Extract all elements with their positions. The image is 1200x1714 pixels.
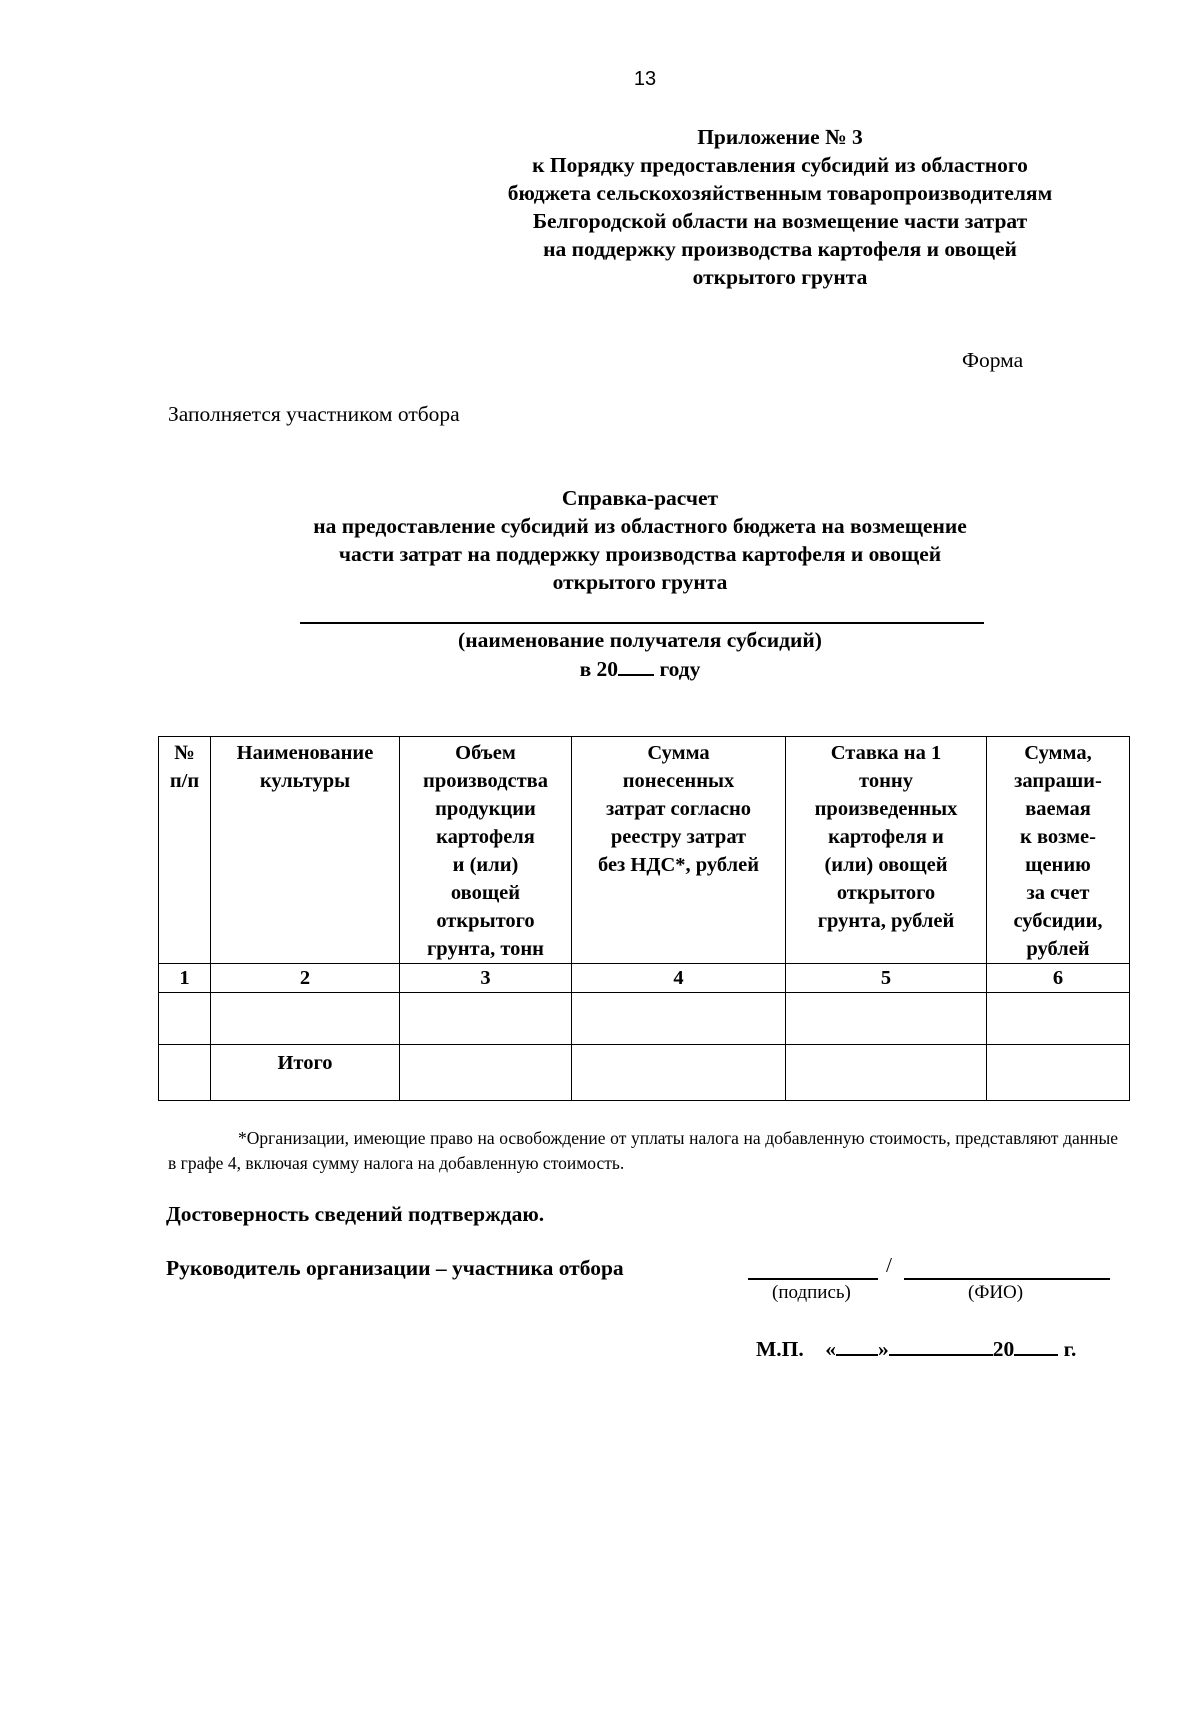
appendix-header	[440, 123, 1120, 291]
year-suffix: году	[659, 657, 701, 681]
title-line: открытого грунта	[552, 570, 728, 594]
table-cell[interactable]	[400, 1045, 572, 1101]
table-cell[interactable]	[572, 993, 786, 1045]
table-cell[interactable]	[211, 993, 400, 1045]
signature-caption: (подпись)	[772, 1282, 851, 1303]
signature-separator: /	[886, 1253, 892, 1277]
day-blank[interactable]	[836, 1334, 878, 1356]
recipient-caption-block	[220, 626, 1060, 683]
table-header-row	[159, 737, 1130, 964]
date-year-prefix: 20	[992, 1337, 1015, 1361]
column-number: 1	[159, 964, 211, 993]
appendix-line: Белгородской области на возмещение части затрат	[532, 209, 1028, 233]
year-blank[interactable]	[618, 654, 654, 676]
header-production-volume: Объем производства продукции картофеля и (или) овощей открытого грунта, тонн	[400, 737, 572, 964]
stamp-label: М.П.	[756, 1337, 804, 1361]
column-numbers-row	[159, 964, 1130, 993]
table-cell[interactable]	[786, 1045, 987, 1101]
appendix-line: бюджета сельскохозяйственным товаропроизводителям	[507, 181, 1053, 205]
appendix-line: Приложение № 3	[697, 125, 863, 149]
header-rate: Ставка на 1 тонну произведенных картофеля и (или) овощей открытого грунта, рублей	[786, 737, 987, 964]
header-crop-name: Наименование культуры	[211, 737, 400, 964]
full-name-line[interactable]	[904, 1278, 1110, 1280]
year-prefix: в 20	[579, 657, 619, 681]
date-close-quote: »	[878, 1337, 889, 1361]
appendix-line: к Порядку предоставления субсидий из областного	[532, 153, 1028, 177]
date-year-suffix: г.	[1063, 1337, 1077, 1361]
column-number: 4	[572, 964, 786, 993]
year-suffix-blank[interactable]	[1014, 1334, 1058, 1356]
table-cell[interactable]	[786, 993, 987, 1045]
title-line: на предоставление субсидий из областного бюджета на возмещение	[313, 514, 967, 538]
total-row	[159, 1045, 1130, 1101]
total-label: Итого	[211, 1045, 400, 1101]
appendix-line: открытого грунта	[692, 265, 868, 289]
form-label: Форма	[962, 348, 1024, 372]
title-line: части затрат на поддержку производства картофеля и овощей	[338, 542, 942, 566]
calculation-table	[158, 736, 1130, 1101]
table-cell[interactable]	[400, 993, 572, 1045]
table-cell	[159, 1045, 211, 1101]
signature-line[interactable]	[748, 1278, 878, 1280]
column-number: 5	[786, 964, 987, 993]
column-number: 6	[987, 964, 1130, 993]
column-number: 2	[211, 964, 400, 993]
appendix-line: на поддержку производства картофеля и овощей	[543, 237, 1017, 261]
table-row	[159, 993, 1130, 1045]
full-name-caption: (ФИО)	[968, 1282, 1024, 1303]
table-cell[interactable]	[159, 993, 211, 1045]
recipient-name-line[interactable]	[300, 622, 984, 624]
document-title	[220, 484, 1060, 596]
recipient-caption: (наименование получателя субсидий)	[458, 628, 822, 652]
table-cell[interactable]	[987, 1045, 1130, 1101]
header-number: № п/п	[159, 737, 211, 964]
year-line	[220, 654, 1060, 683]
date-open-quote: «	[825, 1337, 837, 1361]
filled-by-note: Заполняется участником отбора	[168, 402, 460, 426]
title-heading: Справка-расчет	[561, 486, 719, 510]
confirmation-text: Достоверность сведений подтверждаю.	[166, 1202, 545, 1226]
table-cell[interactable]	[572, 1045, 786, 1101]
month-blank[interactable]	[889, 1334, 993, 1356]
head-of-organization-label: Руководитель организации – участника отбора	[166, 1256, 624, 1280]
stamp-and-date	[756, 1334, 1076, 1362]
header-requested-sum: Сумма, запраши- ваемая к возме- щению за счет субсидии, рублей	[987, 737, 1130, 964]
page-number: 13	[633, 68, 657, 90]
column-number: 3	[400, 964, 572, 993]
vat-footnote: *Организации, имеющие право на освобождение от уплаты налога на добавленную стоимость, представляют данные в графе 4, включая сумму налога на добавленную стоимость.	[168, 1128, 1118, 1173]
table-cell[interactable]	[987, 993, 1130, 1045]
header-costs-sum: Сумма понесенных затрат согласно реестру затрат без НДС*, рублей	[572, 737, 786, 964]
